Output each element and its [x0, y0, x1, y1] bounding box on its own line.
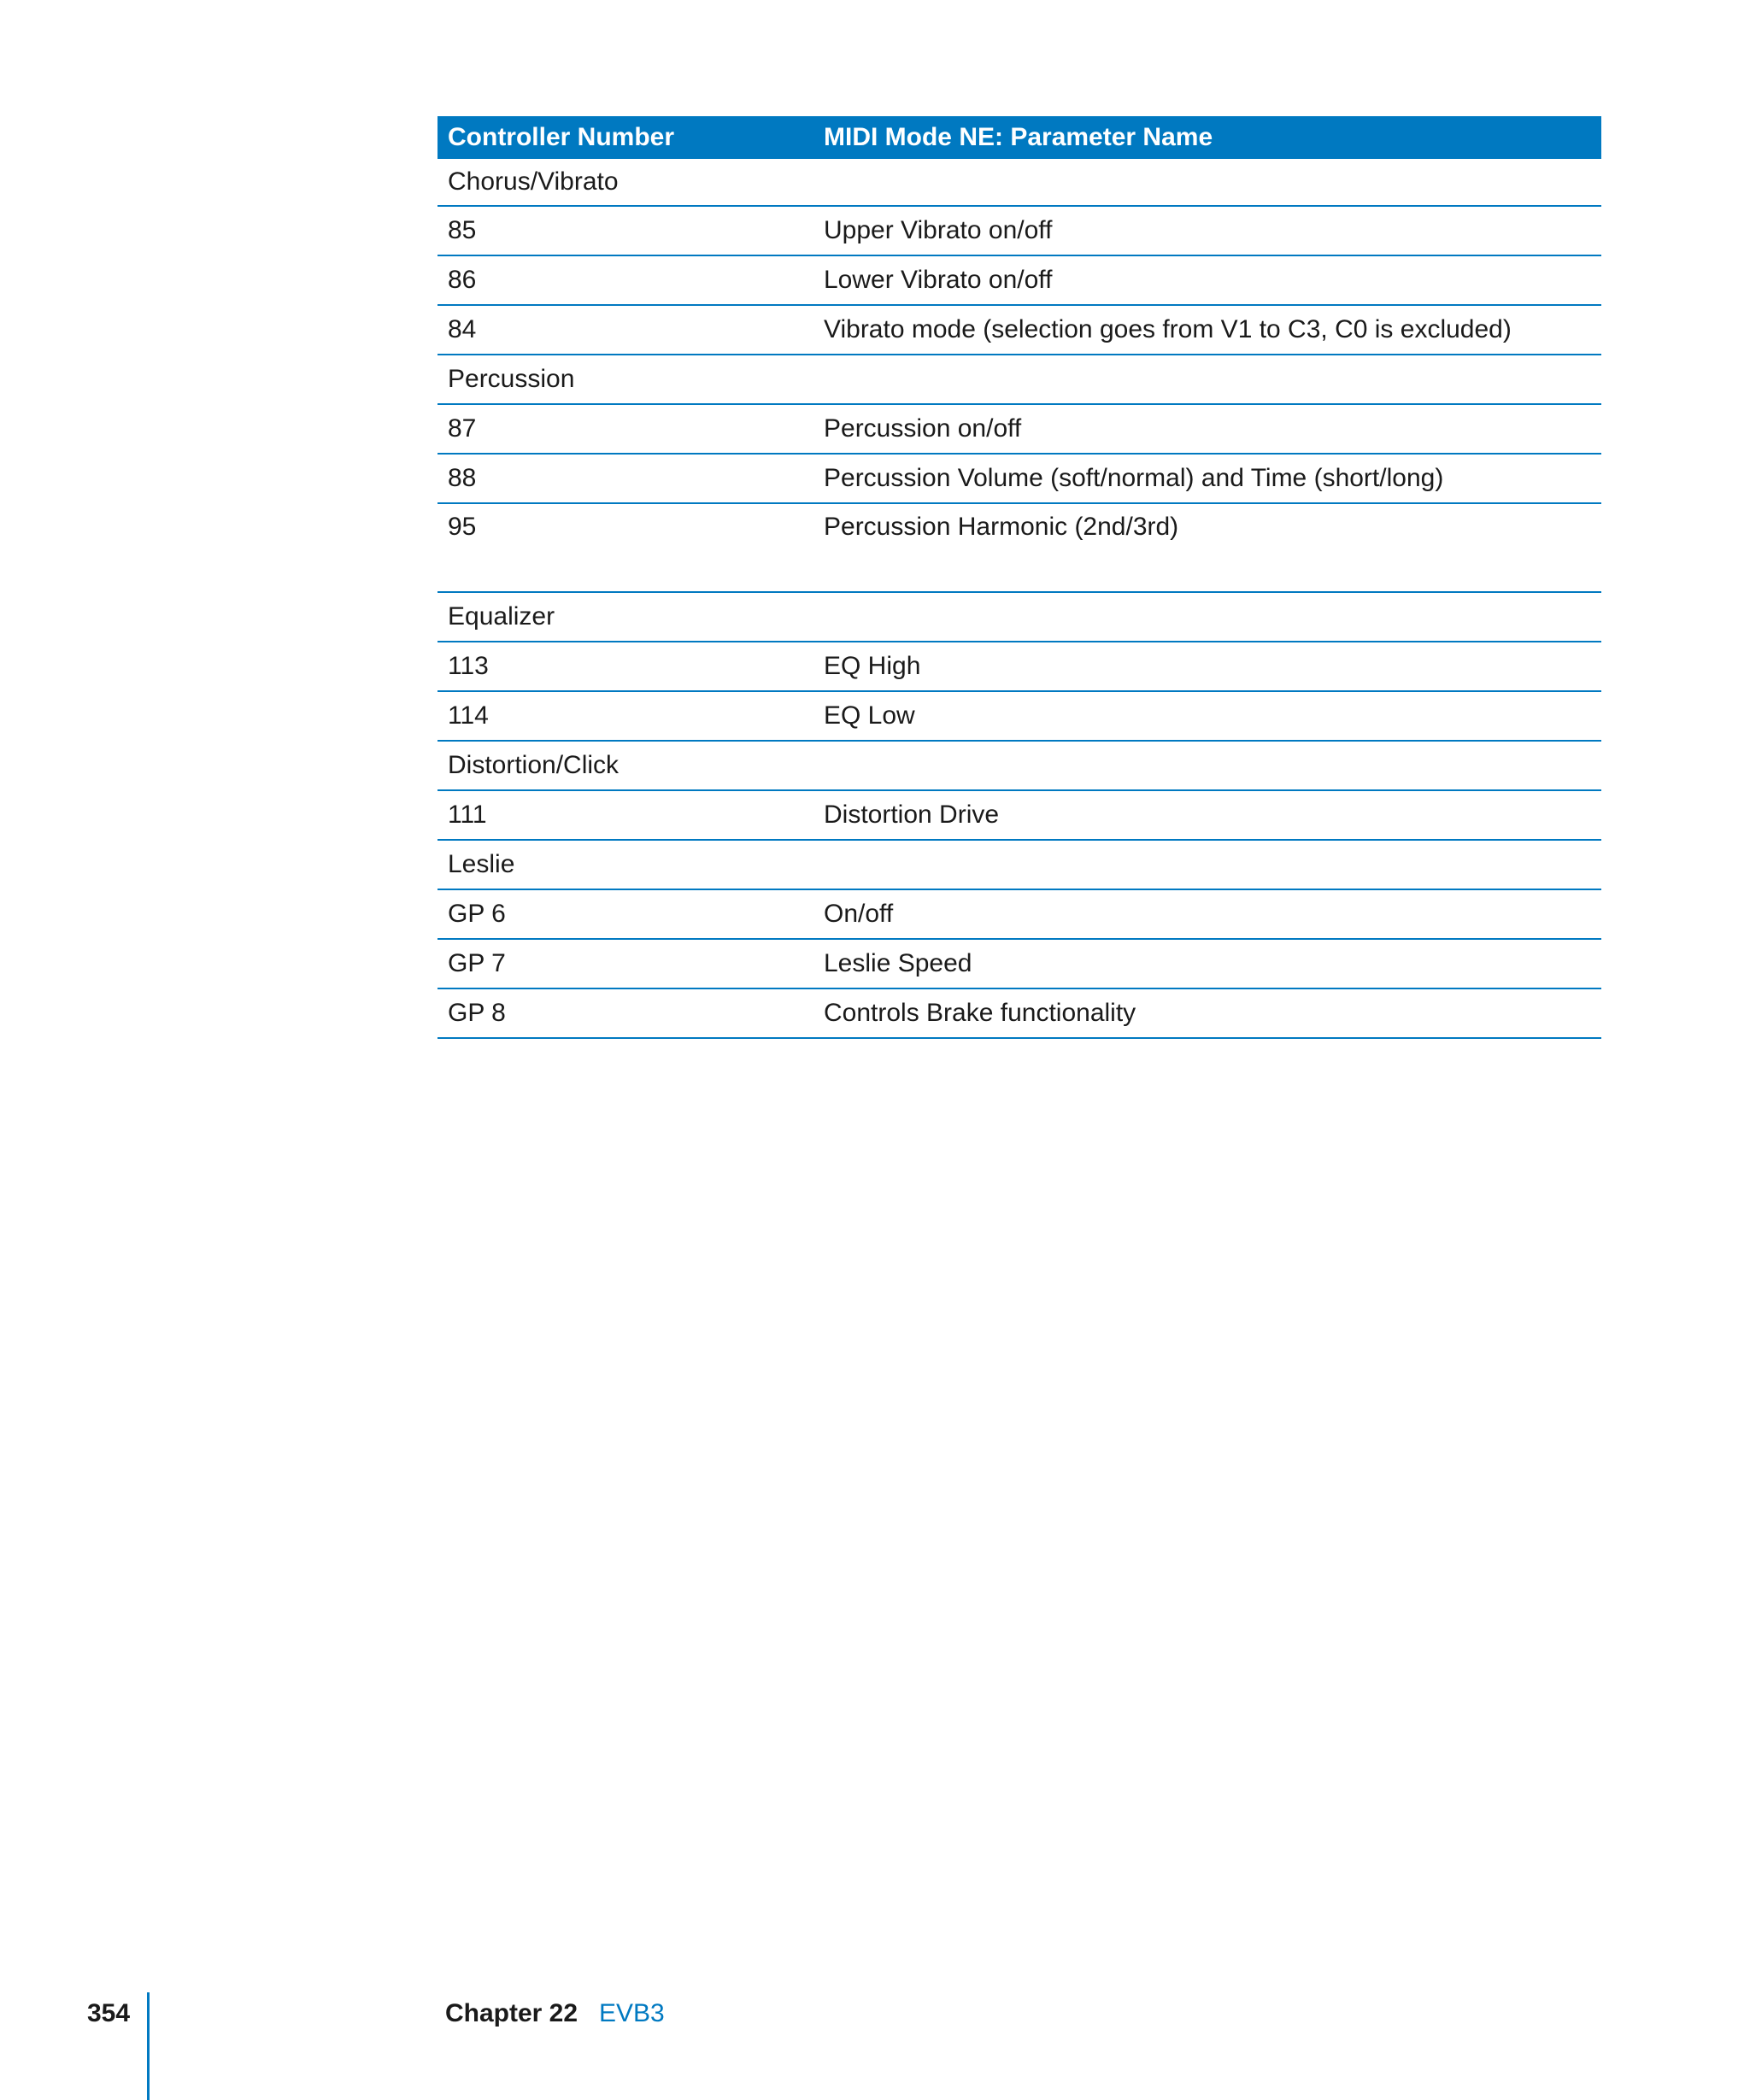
cell-parameter: Leslie Speed	[824, 949, 972, 977]
cell-controller: Equalizer	[448, 602, 555, 631]
cell-controller: Leslie	[448, 850, 515, 878]
table-row	[438, 207, 1601, 256]
table-row	[438, 159, 1601, 207]
table-row	[438, 989, 1601, 1039]
cell-controller: 85	[448, 216, 477, 244]
table-row	[438, 742, 1601, 791]
cell-parameter: On/off	[824, 900, 894, 928]
table-row	[438, 642, 1601, 692]
cell-controller: 86	[448, 266, 477, 294]
cell-controller: 87	[448, 414, 477, 443]
header-parameter-name: MIDI Mode NE: Parameter Name	[824, 123, 1213, 151]
cell-parameter: Percussion Volume (soft/normal) and Time (short/long)	[824, 464, 1444, 492]
cell-controller: 114	[448, 701, 489, 730]
table-row	[438, 306, 1601, 355]
table-row	[438, 692, 1601, 742]
cell-controller: 111	[448, 801, 487, 829]
table-row	[438, 405, 1601, 455]
chapter-title: EVB3	[599, 1999, 665, 2027]
cell-controller: 84	[448, 315, 477, 343]
page-number: 354	[87, 1999, 131, 2027]
table-row	[438, 940, 1601, 989]
cell-parameter: Percussion Harmonic (2nd/3rd)	[824, 513, 1179, 541]
cell-controller: GP 6	[448, 900, 506, 928]
table-row	[438, 355, 1601, 405]
cell-controller: Chorus/Vibrato	[448, 167, 619, 196]
cell-parameter: Vibrato mode (selection goes from V1 to C3, C0 is excluded)	[824, 315, 1512, 343]
cell-parameter: Lower Vibrato on/off	[824, 266, 1053, 294]
cell-parameter: EQ High	[824, 652, 921, 680]
cell-controller: GP 7	[448, 949, 506, 977]
parameter-table	[438, 116, 1601, 1039]
table-row	[438, 890, 1601, 940]
cell-controller: 113	[448, 652, 489, 680]
table-row	[438, 791, 1601, 841]
footer-divider	[147, 1992, 150, 2100]
table-row	[438, 455, 1601, 504]
cell-parameter: Percussion on/off	[824, 414, 1022, 443]
cell-controller: GP 8	[448, 999, 506, 1027]
cell-parameter: Distortion Drive	[824, 801, 1000, 829]
cell-controller: 88	[448, 464, 477, 492]
table-row	[438, 593, 1601, 642]
cell-controller: Percussion	[448, 365, 575, 393]
cell-controller: Distortion/Click	[448, 751, 620, 779]
cell-parameter: Upper Vibrato on/off	[824, 216, 1053, 244]
cell-parameter: Controls Brake functionality	[824, 999, 1136, 1027]
table-header	[438, 116, 1601, 159]
table-row	[438, 841, 1601, 890]
table-row	[438, 256, 1601, 306]
cell-parameter: EQ Low	[824, 701, 915, 730]
header-controller-number: Controller Number	[448, 123, 675, 151]
table-row	[438, 504, 1601, 593]
chapter-label: Chapter 22	[445, 1999, 578, 2027]
cell-controller: 95	[448, 513, 477, 541]
